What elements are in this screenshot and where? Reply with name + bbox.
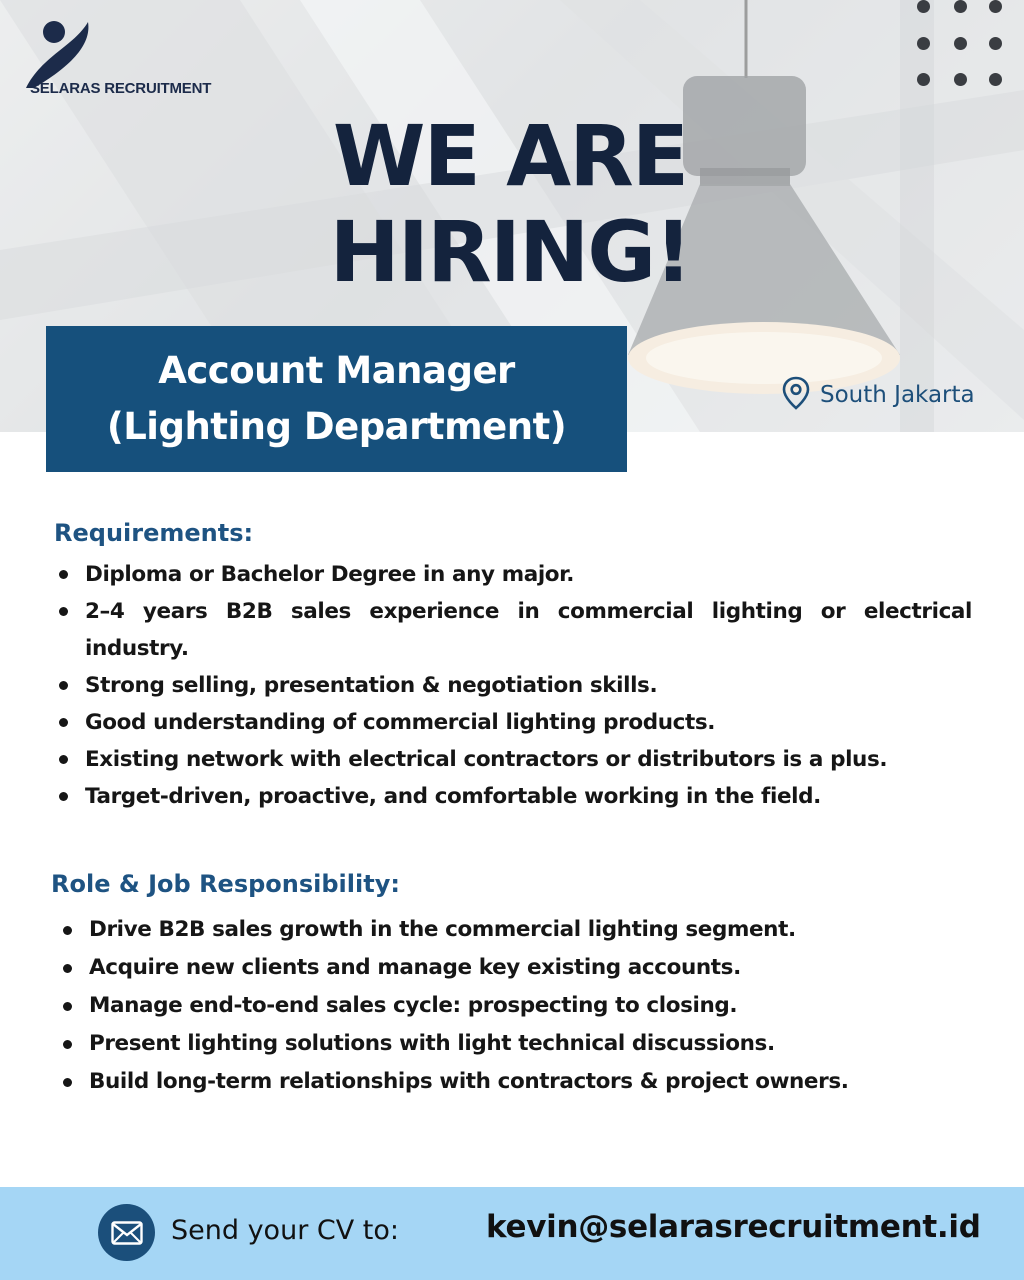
map-pin-icon [782,376,810,414]
list-item: Existing network with electrical contractors or distributors is a plus. [54,741,972,778]
list-item: Strong selling, presentation & negotiation skills. [54,667,972,704]
headline-line-1: WE ARE [332,107,688,205]
list-item: Manage end-to-end sales cycle: prospecting to closing. [58,987,988,1025]
position-title-box [46,326,627,472]
list-item: Present lighting solutions with light technical discussions. [58,1025,988,1063]
contact-email-link[interactable]: kevin@selarasrecruitment.id [486,1209,981,1245]
hiring-headline [270,108,750,300]
requirements-heading: Requirements: [54,519,254,547]
list-item: Good understanding of commercial lighting products. [54,704,972,741]
job-location [782,376,975,414]
list-item: 2–4 years B2B sales experience in commercial lighting or electrical industry. [54,593,972,667]
headline-line-2: HIRING! [329,203,691,301]
position-title: Account Manager [158,349,515,392]
brand-logo [24,16,234,100]
location-text: South Jakarta [820,382,975,408]
mail-icon [98,1204,155,1261]
list-item: Acquire new clients and manage key existing accounts. [58,949,988,987]
position-department: (Lighting Department) [106,405,567,448]
list-item: Diploma or Bachelor Degree in any major. [54,556,972,593]
requirements-list [54,556,972,815]
list-item: Drive B2B sales growth in the commercial lighting segment. [58,911,988,949]
list-item: Build long-term relationships with contractors & project owners. [58,1063,988,1101]
responsibilities-list [58,911,988,1101]
brand-name: SELARAS RECRUITMENT [30,80,212,97]
send-cv-label: Send your CV to: [171,1215,399,1246]
responsibilities-heading: Role & Job Responsibility: [51,870,400,898]
list-item: Target-driven, proactive, and comfortable working in the field. [54,778,972,815]
contact-bar [0,1187,1024,1280]
